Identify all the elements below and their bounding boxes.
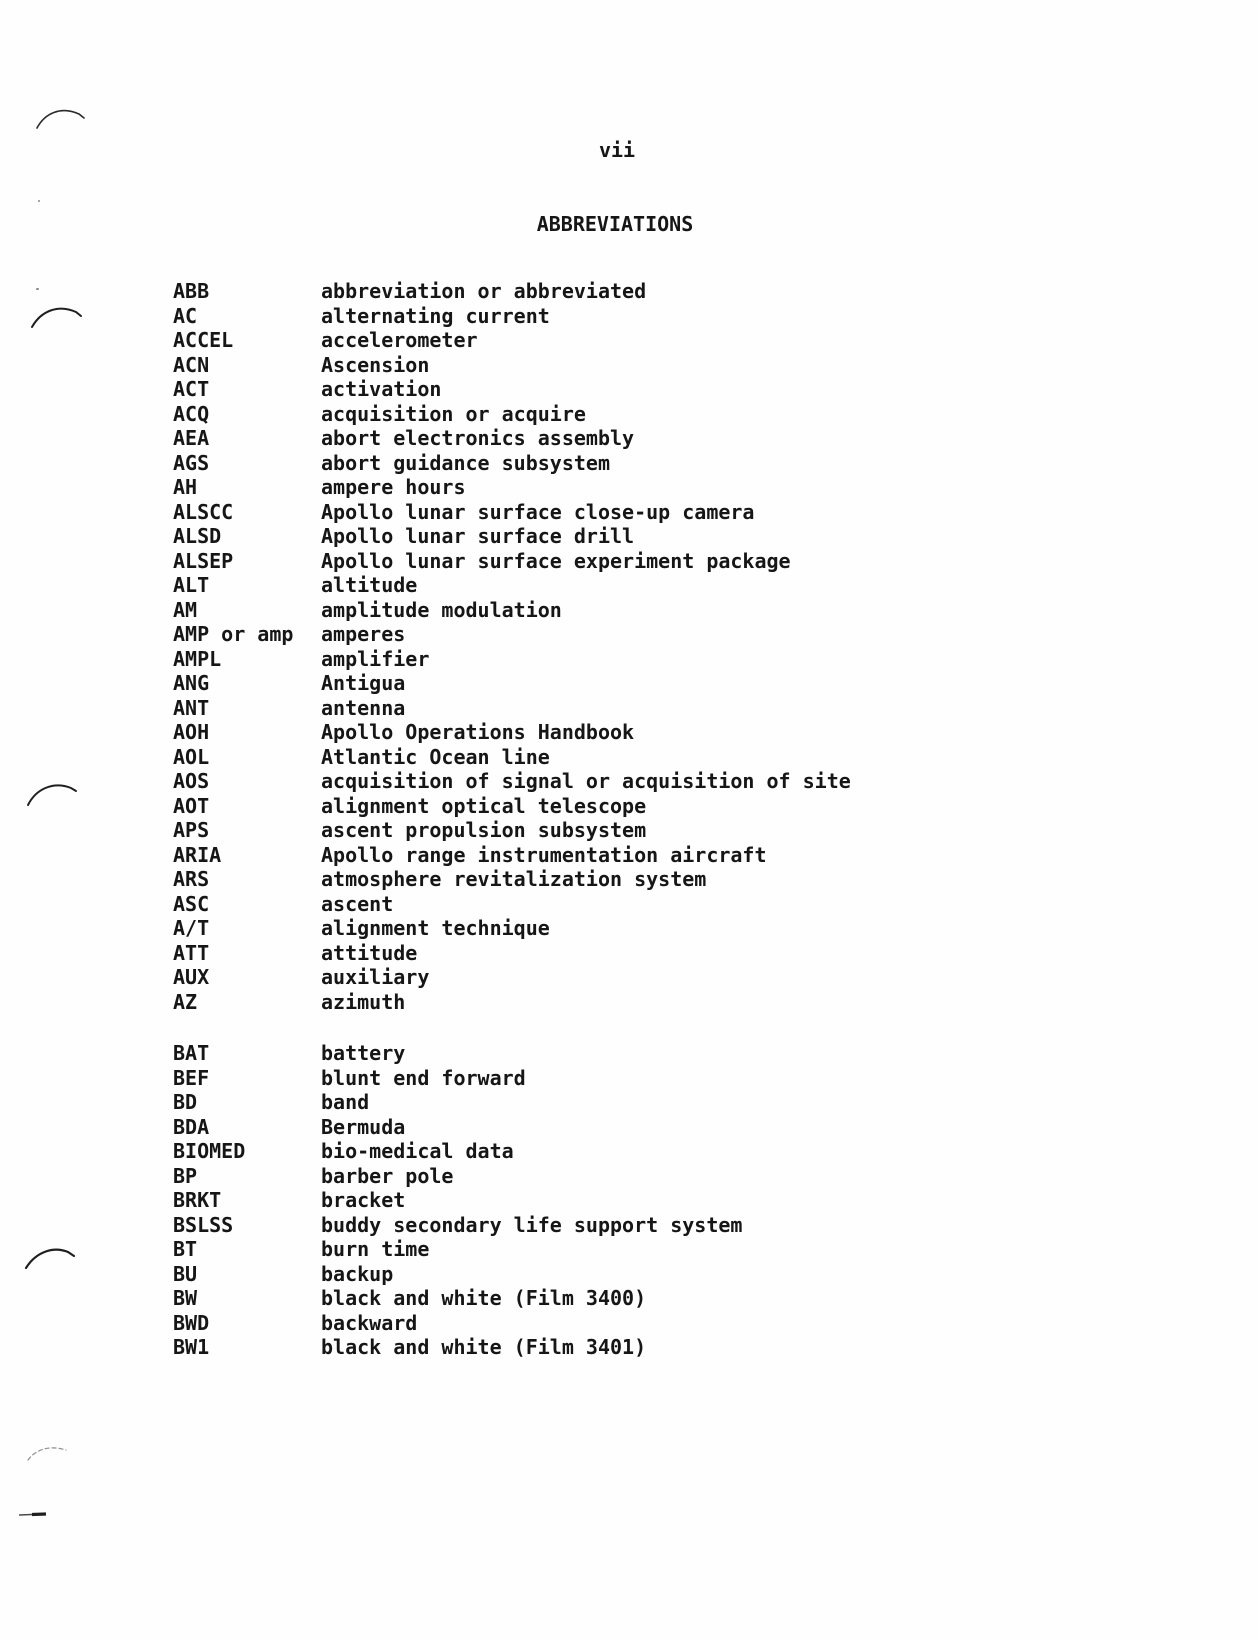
abbreviation-row xyxy=(173,1213,851,1238)
abbreviation-term: ALT xyxy=(173,573,210,597)
abbreviation-definition: atmosphere revitalization system xyxy=(321,867,707,891)
abbreviation-term: ANG xyxy=(173,671,210,695)
abbreviation-definition: buddy secondary life support system xyxy=(321,1212,743,1237)
abbreviation-row xyxy=(173,892,851,917)
abbreviation-term: AOS xyxy=(173,769,210,793)
abbreviation-row xyxy=(173,1115,851,1140)
abbreviation-definition: Bermuda xyxy=(321,1114,406,1139)
abbreviation-term: BDA xyxy=(173,1114,210,1139)
abbreviation-term: ALSD xyxy=(173,524,222,548)
abbreviation-row xyxy=(173,377,851,402)
abbreviation-row xyxy=(173,1335,851,1360)
abbreviation-definition: attitude xyxy=(321,940,418,965)
abbreviation-definition: black and white (Film 3400) xyxy=(321,1286,647,1310)
abbreviation-row xyxy=(173,426,851,451)
abbreviation-term: BEF xyxy=(173,1065,210,1090)
abbreviation-row xyxy=(173,769,851,794)
abbreviation-definition: alignment technique xyxy=(321,916,550,940)
abbreviation-term: AMPL xyxy=(173,646,222,671)
abbreviation-row xyxy=(173,549,851,574)
abbreviation-row xyxy=(173,745,851,770)
abbreviation-definition: band xyxy=(321,1090,370,1114)
abbreviation-term: AOL xyxy=(173,744,210,769)
margin-mark-arc xyxy=(24,1245,76,1271)
abbreviation-row xyxy=(173,1286,851,1311)
abbreviation-row xyxy=(173,1237,851,1262)
abbreviation-definition: ascent xyxy=(321,891,394,916)
scan-speck xyxy=(36,288,39,290)
abbreviation-row xyxy=(173,843,851,868)
abbreviation-term: BT xyxy=(173,1237,198,1261)
abbreviation-term: BRKT xyxy=(173,1188,222,1212)
abbreviation-row xyxy=(173,402,851,427)
abbreviation-row xyxy=(173,598,851,623)
abbreviation-definition: abort electronics assembly xyxy=(321,426,635,450)
margin-mark-arc xyxy=(26,779,78,809)
abbreviation-term: BU xyxy=(173,1261,198,1286)
scan-speck xyxy=(38,200,40,202)
abbreviation-term: AH xyxy=(173,475,198,499)
abbreviation-row xyxy=(173,304,851,329)
abbreviation-definition: abbreviation or abbreviated xyxy=(321,279,647,303)
page-number: vii xyxy=(598,138,636,162)
abbreviation-row xyxy=(173,965,851,990)
abbreviation-term: AGS xyxy=(173,450,210,475)
abbreviation-term: BWD xyxy=(173,1310,210,1335)
abbreviation-term: ACT xyxy=(173,377,210,401)
abbreviation-term: BD xyxy=(173,1090,198,1114)
abbreviation-term: ATT xyxy=(173,940,210,965)
abbreviation-definition: alignment optical telescope xyxy=(321,793,647,818)
abbreviation-term: BW1 xyxy=(173,1335,210,1359)
abbreviation-definition: Atlantic Ocean line xyxy=(321,744,550,769)
abbreviation-term: AEA xyxy=(173,426,210,450)
margin-mark-arc xyxy=(30,303,84,331)
page-title: ABBREVIATIONS xyxy=(536,212,694,236)
abbreviation-row xyxy=(173,1041,851,1066)
abbreviation-definition: azimuth xyxy=(321,989,406,1014)
abbreviation-row xyxy=(173,990,851,1015)
abbreviation-row xyxy=(173,1262,851,1287)
abbreviation-term: ALSCC xyxy=(173,499,234,524)
abbreviation-definition: accelerometer xyxy=(321,328,478,352)
abbreviation-definition: antenna xyxy=(321,695,406,720)
abbreviation-row xyxy=(173,475,851,500)
abbreviation-definition: Apollo range instrumentation aircraft xyxy=(321,842,767,867)
abbreviation-term: ALSEP xyxy=(173,548,234,573)
abbreviation-row xyxy=(173,328,851,353)
abbreviation-term: ASC xyxy=(173,891,210,916)
abbreviation-row xyxy=(173,1090,851,1115)
abbreviation-definition: backward xyxy=(321,1310,418,1335)
abbreviation-term: AOH xyxy=(173,720,210,744)
abbreviation-row xyxy=(173,794,851,819)
abbreviation-definition: barber pole xyxy=(321,1163,454,1188)
abbreviation-row xyxy=(173,941,851,966)
abbreviation-definition: amplifier xyxy=(321,646,430,671)
abbreviation-row xyxy=(173,500,851,525)
abbreviation-definition: acquisition or acquire xyxy=(321,401,586,426)
abbreviation-row xyxy=(173,1311,851,1336)
abbreviation-definition: abort guidance subsystem xyxy=(321,450,610,475)
abbreviation-row xyxy=(173,696,851,721)
abbreviation-term: ABB xyxy=(173,279,210,303)
abbreviation-definition: Apollo Operations Handbook xyxy=(321,720,635,744)
abbreviation-row xyxy=(173,451,851,476)
abbreviation-row xyxy=(173,1188,851,1213)
abbreviation-row xyxy=(173,279,851,304)
abbreviation-term: AOT xyxy=(173,793,210,818)
abbreviation-row xyxy=(173,573,851,598)
abbreviation-definition: bio-medical data xyxy=(321,1139,514,1163)
abbreviation-row xyxy=(173,622,851,647)
abbreviation-term: BSLSS xyxy=(173,1212,234,1237)
margin-mark-faint-arc xyxy=(26,1443,68,1463)
margin-mark-dash xyxy=(19,1511,47,1519)
abbreviation-definition: burn time xyxy=(321,1237,430,1261)
abbreviation-term: ARIA xyxy=(173,842,222,867)
abbreviation-definition: amplitude modulation xyxy=(321,597,562,622)
abbreviation-term: A/T xyxy=(173,916,210,940)
abbreviation-definition: ampere hours xyxy=(321,475,466,499)
abbreviation-row xyxy=(173,353,851,378)
abbreviation-row xyxy=(173,916,851,941)
abbreviation-definition: blunt end forward xyxy=(321,1065,526,1090)
abbreviation-row xyxy=(173,1164,851,1189)
abbreviation-section xyxy=(173,1041,851,1360)
abbreviation-list xyxy=(173,279,851,1360)
abbreviation-definition: activation xyxy=(321,377,442,401)
abbreviation-definition: battery xyxy=(321,1041,406,1065)
abbreviation-row xyxy=(173,647,851,672)
abbreviation-term: AZ xyxy=(173,989,198,1014)
abbreviation-definition: Antigua xyxy=(321,671,406,695)
abbreviation-row xyxy=(173,1066,851,1091)
abbreviation-term: AC xyxy=(173,303,198,328)
abbreviation-term: BAT xyxy=(173,1041,210,1065)
abbreviation-definition: acquisition of signal or acquisition of site xyxy=(321,769,851,793)
abbreviation-definition: Apollo lunar surface drill xyxy=(321,524,635,548)
abbreviation-row xyxy=(173,818,851,843)
abbreviation-definition: amperes xyxy=(321,622,406,646)
abbreviation-definition: alternating current xyxy=(321,303,550,328)
abbreviation-section xyxy=(173,279,851,1014)
abbreviation-term: BIOMED xyxy=(173,1139,246,1163)
abbreviation-term: ANT xyxy=(173,695,210,720)
abbreviation-term: BP xyxy=(173,1163,198,1188)
abbreviation-term: APS xyxy=(173,818,210,842)
abbreviation-definition: auxiliary xyxy=(321,965,430,989)
abbreviation-term: ACQ xyxy=(173,401,210,426)
abbreviation-definition: bracket xyxy=(321,1188,406,1212)
abbreviation-term: BW xyxy=(173,1286,198,1310)
abbreviation-row xyxy=(173,720,851,745)
abbreviation-definition: altitude xyxy=(321,573,418,597)
abbreviation-definition: Apollo lunar surface experiment package xyxy=(321,548,791,573)
abbreviation-term: ARS xyxy=(173,867,210,891)
abbreviation-definition: backup xyxy=(321,1261,394,1286)
abbreviation-term: AMP or amp xyxy=(173,622,294,646)
abbreviation-row xyxy=(173,524,851,549)
margin-mark-arc xyxy=(35,105,87,133)
abbreviation-term: AUX xyxy=(173,965,210,989)
abbreviation-term: ACN xyxy=(173,352,210,377)
abbreviation-row xyxy=(173,867,851,892)
abbreviation-definition: ascent propulsion subsystem xyxy=(321,818,647,842)
abbreviation-definition: Ascension xyxy=(321,352,430,377)
abbreviation-definition: Apollo lunar surface close-up camera xyxy=(321,499,755,524)
abbreviation-row xyxy=(173,671,851,696)
abbreviation-term: ACCEL xyxy=(173,328,234,352)
abbreviation-row xyxy=(173,1139,851,1164)
abbreviation-definition: black and white (Film 3401) xyxy=(321,1335,647,1359)
abbreviation-term: AM xyxy=(173,597,198,622)
